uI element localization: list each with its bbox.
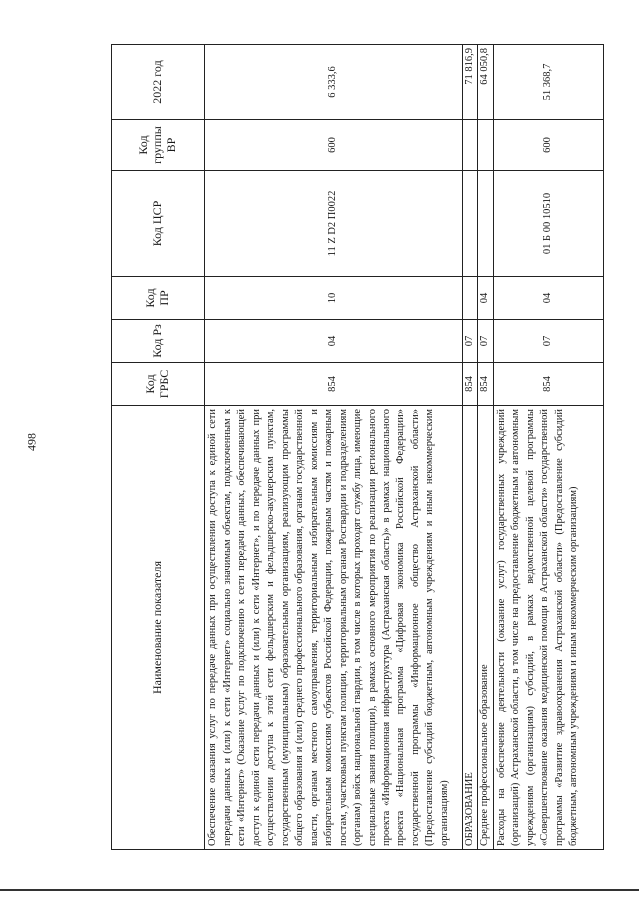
row-csr: 11 Z D2 П0022 [205, 171, 463, 277]
row-name: Среднее профессиональное образование [478, 406, 494, 850]
row-year: 71 816,9 [462, 45, 478, 120]
footer-rule [0, 889, 639, 891]
row-vr: 600 [493, 120, 603, 171]
row-year: 51 368,7 [493, 45, 603, 120]
table-row [205, 45, 463, 850]
row-rz: 04 [205, 320, 463, 363]
row-grbs: 854 [205, 363, 463, 406]
header-rz: Код Рз [112, 320, 205, 363]
row-grbs: 854 [478, 363, 494, 406]
row-grbs: 854 [462, 363, 478, 406]
row-name: Расходы на обеспечение деятельности (оказание услуг) государственных учреждений (организаций) Астраханской области, в том числе на предоставление бюджетным и автономным учреждениям (организациям) субсидий, в рамках ведомственной целевой программы «Совершенствование оказания медицинской помощи в Астраханской области» государственной программы «Развитие здравоохранения Астраханской области» (Предоставление субсидий бюджетным, автономным учреждениям и иным некоммерческим организациям) [493, 406, 603, 850]
row-vr [462, 120, 478, 171]
row-rz: 07 [462, 320, 478, 363]
row-rz: 07 [478, 320, 494, 363]
row-vr: 600 [205, 120, 463, 171]
header-csr: Код ЦСР [112, 171, 205, 277]
table-header-row [112, 45, 205, 850]
row-pr [462, 277, 478, 320]
row-name: ОБРАЗОВАНИЕ [462, 406, 478, 850]
header-vr: Код группы ВР [112, 120, 205, 171]
row-rz: 07 [493, 320, 603, 363]
page-number: 498 [24, 433, 39, 451]
header-pr: Код ПР [112, 277, 205, 320]
row-vr [478, 120, 494, 171]
row-csr [462, 171, 478, 277]
row-year: 6 333,6 [205, 45, 463, 120]
row-csr [478, 171, 494, 277]
table-row [462, 45, 478, 850]
row-name: Обеспечение оказания услуг по передаче данных при осуществлении доступа к единой сети передачи данных и (или) к сети «Интернет» социально значимым объектам, подключенным к сети «Интернет» (Оказание услуг по подключению к сети передачи данных, обеспечивающей доступ к единой сети передачи данных и (или) к сети «Интернет», и по передаче данных при осуществлении доступа к этой сети фельдшерским и фельдшерско-акушерским пунктам, государственным (муниципальным) образовательным организациям, реализующим программы общего образования и (или) среднего профессионального образования, органам государственной власти, органам местного самоуправления, территориальным избирательным комиссиям и избирательным комиссиям субъектов Российской Федерации, пожарным частям и пожарным постам, участковым пунктам полиции, территориальным органам Росгвардии и подразделениям (органам) войск национальной гвардии, в том числе в которых проходят службу лица, имеющие специальные звания полиции), в рамках основного мероприятия по реализации регионального проекта «Информационная инфраструктура (Астраханская область)» в рамках национального проекта «Национальная программа «Цифровая экономика Российской Федерации» государственной программы «Информационное общество Астраханской области» (Предоставление субсидий бюджетным, автономным учреждениям и иным некоммерческим организациям) [205, 406, 463, 850]
row-year: 64 050,8 [478, 45, 494, 120]
row-pr: 10 [205, 277, 463, 320]
header-name: Наименование показателя [112, 406, 205, 850]
row-pr: 04 [493, 277, 603, 320]
budget-table [111, 44, 604, 850]
row-pr: 04 [478, 277, 494, 320]
table-row [478, 45, 494, 850]
budget-table-rotated [111, 45, 604, 850]
table-row [493, 45, 603, 850]
header-year: 2022 год [112, 45, 205, 120]
row-grbs: 854 [493, 363, 603, 406]
header-grbs: Код ГРБС [112, 363, 205, 406]
row-csr: 01 Б 00 10510 [493, 171, 603, 277]
